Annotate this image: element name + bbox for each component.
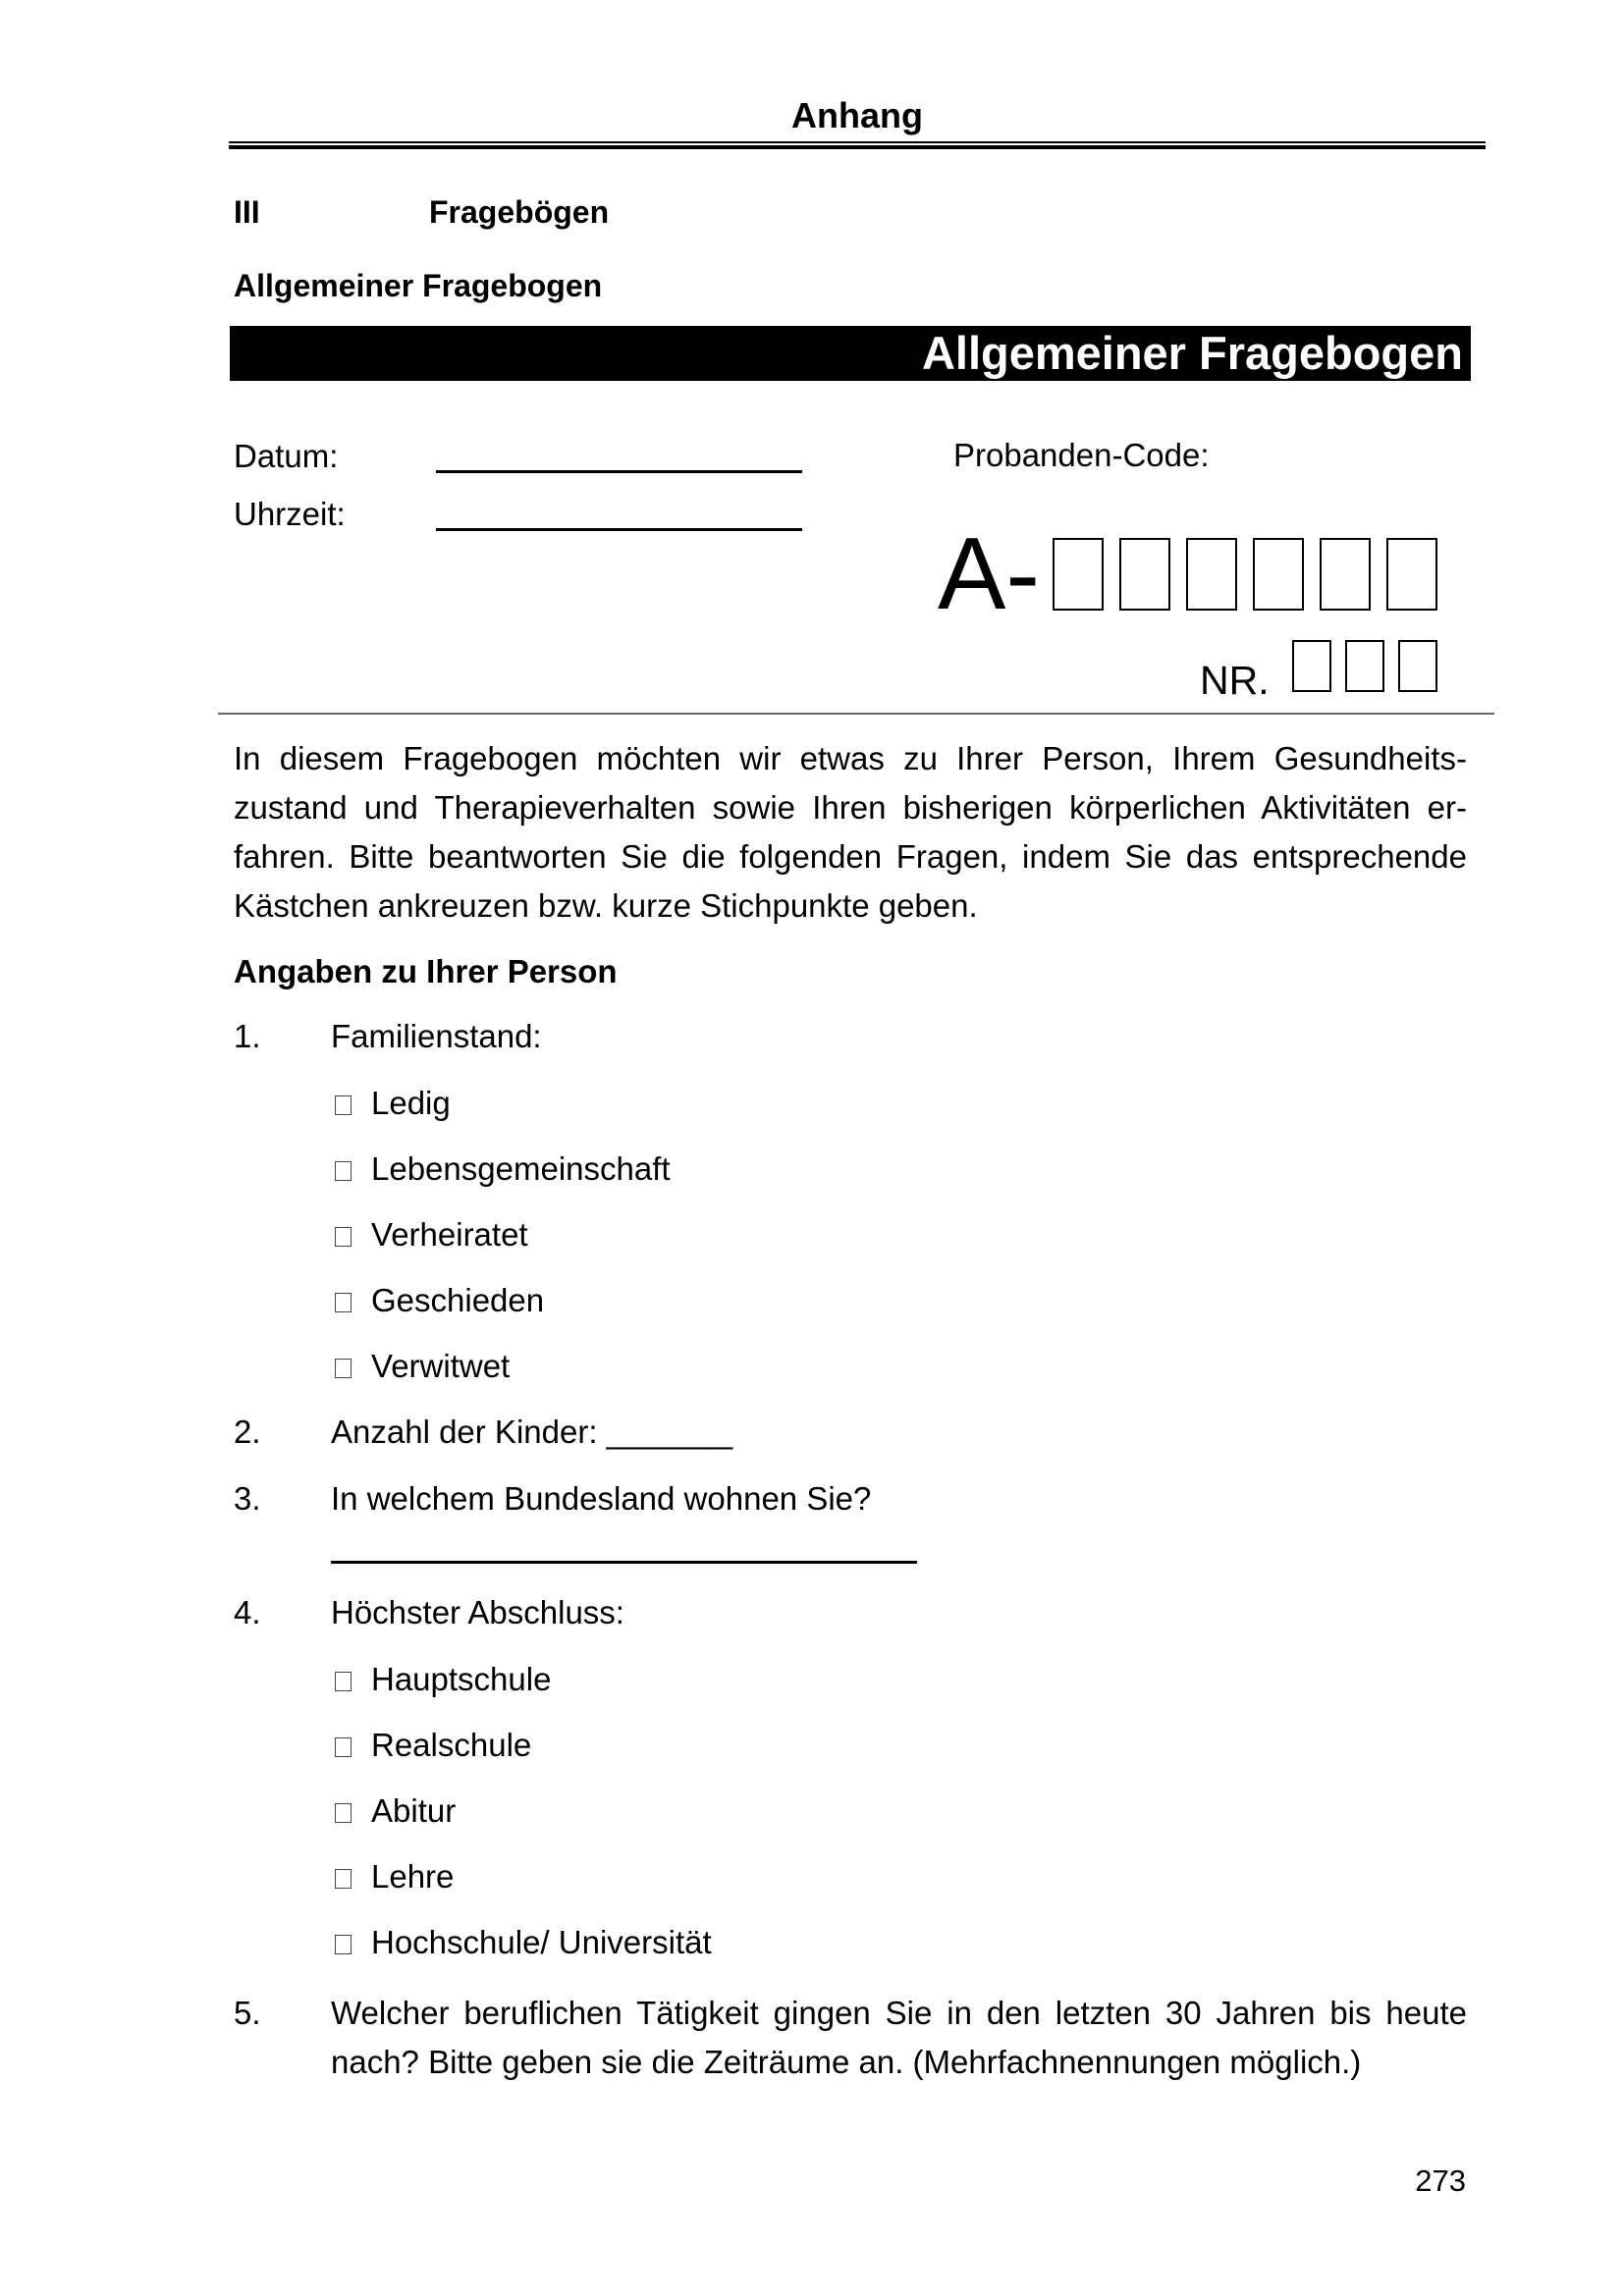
option-ledig[interactable] — [331, 1084, 451, 1123]
question-text: Familienstand: — [331, 1018, 542, 1054]
question-text: Höchster Abschluss: — [331, 1594, 624, 1630]
option-label: Hochschule/ Universität — [371, 1924, 712, 1960]
option-label: Lebensgemeinschaft — [371, 1150, 671, 1187]
question-text: Welcher beruflichen Tätigkeit gingen Sie in den letzten 30 Jahren bis heute nach? Bitte geben sie die Zeiträume an. (Mehrfachnennungen möglich.) — [331, 1995, 1467, 2080]
option-verheiratet[interactable] — [331, 1215, 528, 1255]
code-digit-box[interactable] — [1386, 538, 1437, 611]
checkbox[interactable] — [335, 1672, 352, 1691]
option-verwitwet[interactable] — [331, 1347, 510, 1386]
header-rule-thick — [229, 145, 1486, 149]
question-number: 3. — [234, 1480, 261, 1517]
code-digit-box[interactable] — [1119, 538, 1170, 611]
subheading: Allgemeiner Fragebogen — [234, 268, 603, 303]
checkbox[interactable] — [335, 1359, 352, 1378]
option-realschule[interactable] — [331, 1726, 531, 1765]
question-number: 5. — [234, 1995, 261, 2031]
question-number: 4. — [234, 1594, 261, 1630]
code-digit-box[interactable] — [1186, 538, 1237, 611]
code-digit-box[interactable] — [1253, 538, 1304, 611]
checkbox[interactable] — [335, 1293, 352, 1312]
number-digit-box[interactable] — [1345, 640, 1384, 692]
checkbox[interactable] — [335, 1737, 352, 1757]
option-label: Hauptschule — [371, 1661, 552, 1697]
checkbox[interactable] — [335, 1869, 352, 1889]
question-number: 1. — [234, 1018, 261, 1054]
option-label: Abitur — [371, 1792, 457, 1829]
option-label: Ledig — [371, 1085, 451, 1121]
time-label: Uhrzeit: — [234, 496, 346, 532]
section-number: III — [234, 194, 260, 230]
option-label: Lehre — [371, 1858, 455, 1895]
code-digit-box[interactable] — [1320, 538, 1371, 611]
code-digit-box[interactable] — [1053, 538, 1104, 611]
state-answer-field[interactable] — [331, 1561, 917, 1564]
option-hochschule[interactable] — [331, 1923, 712, 1962]
option-lehre[interactable] — [331, 1857, 454, 1896]
question-text: Anzahl der Kinder: _______ — [331, 1414, 733, 1450]
date-field[interactable] — [436, 470, 802, 473]
checkbox[interactable] — [335, 1803, 352, 1823]
header-rule-thin — [229, 141, 1486, 143]
title-banner — [230, 326, 1471, 381]
question-number: 2. — [234, 1414, 261, 1450]
option-label: Realschule — [371, 1727, 532, 1763]
number-digit-box[interactable] — [1292, 640, 1331, 692]
banner-title: Allgemeiner Fragebogen — [921, 327, 1463, 379]
option-hauptschule[interactable] — [331, 1660, 551, 1699]
option-abitur[interactable] — [331, 1791, 456, 1831]
date-label: Datum: — [234, 438, 339, 474]
page-header-title: Anhang — [791, 95, 923, 135]
option-label: Geschieden — [371, 1282, 545, 1318]
number-label: NR. — [1200, 658, 1270, 703]
subject-code-label: Probanden-Code: — [953, 437, 1210, 473]
option-label: Verwitwet — [371, 1348, 511, 1384]
intro-paragraph: In diesem Fragebogen möchten wir etwas zu Ihrer Person, Ihrem Gesundheits-zustand und Therapieverhalten sowie Ihren bisherigen körperlichen Aktivitäten er-fahren. Bitte beantworten Sie die folgenden Fragen, indem Sie das entsprechende Kästchen ankreuzen bzw. kurze Stichpunkte geben. — [234, 740, 1467, 924]
number-digit-box[interactable] — [1398, 640, 1437, 692]
page-number: 273 — [1415, 2163, 1466, 2198]
section-title: Fragebögen — [429, 194, 610, 230]
checkbox[interactable] — [335, 1095, 352, 1115]
checkbox[interactable] — [335, 1227, 352, 1247]
option-label: Verheiratet — [371, 1216, 528, 1253]
checkbox[interactable] — [335, 1935, 352, 1954]
question-text: In welchem Bundesland wohnen Sie? — [331, 1480, 872, 1517]
option-lebensgemeinschaft[interactable] — [331, 1149, 671, 1189]
checkbox[interactable] — [335, 1161, 352, 1181]
time-field[interactable] — [436, 528, 802, 531]
section-divider — [218, 713, 1494, 715]
option-geschieden[interactable] — [331, 1281, 544, 1320]
personal-info-heading: Angaben zu Ihrer Person — [234, 953, 618, 989]
subject-code-prefix: A- — [938, 517, 1040, 631]
